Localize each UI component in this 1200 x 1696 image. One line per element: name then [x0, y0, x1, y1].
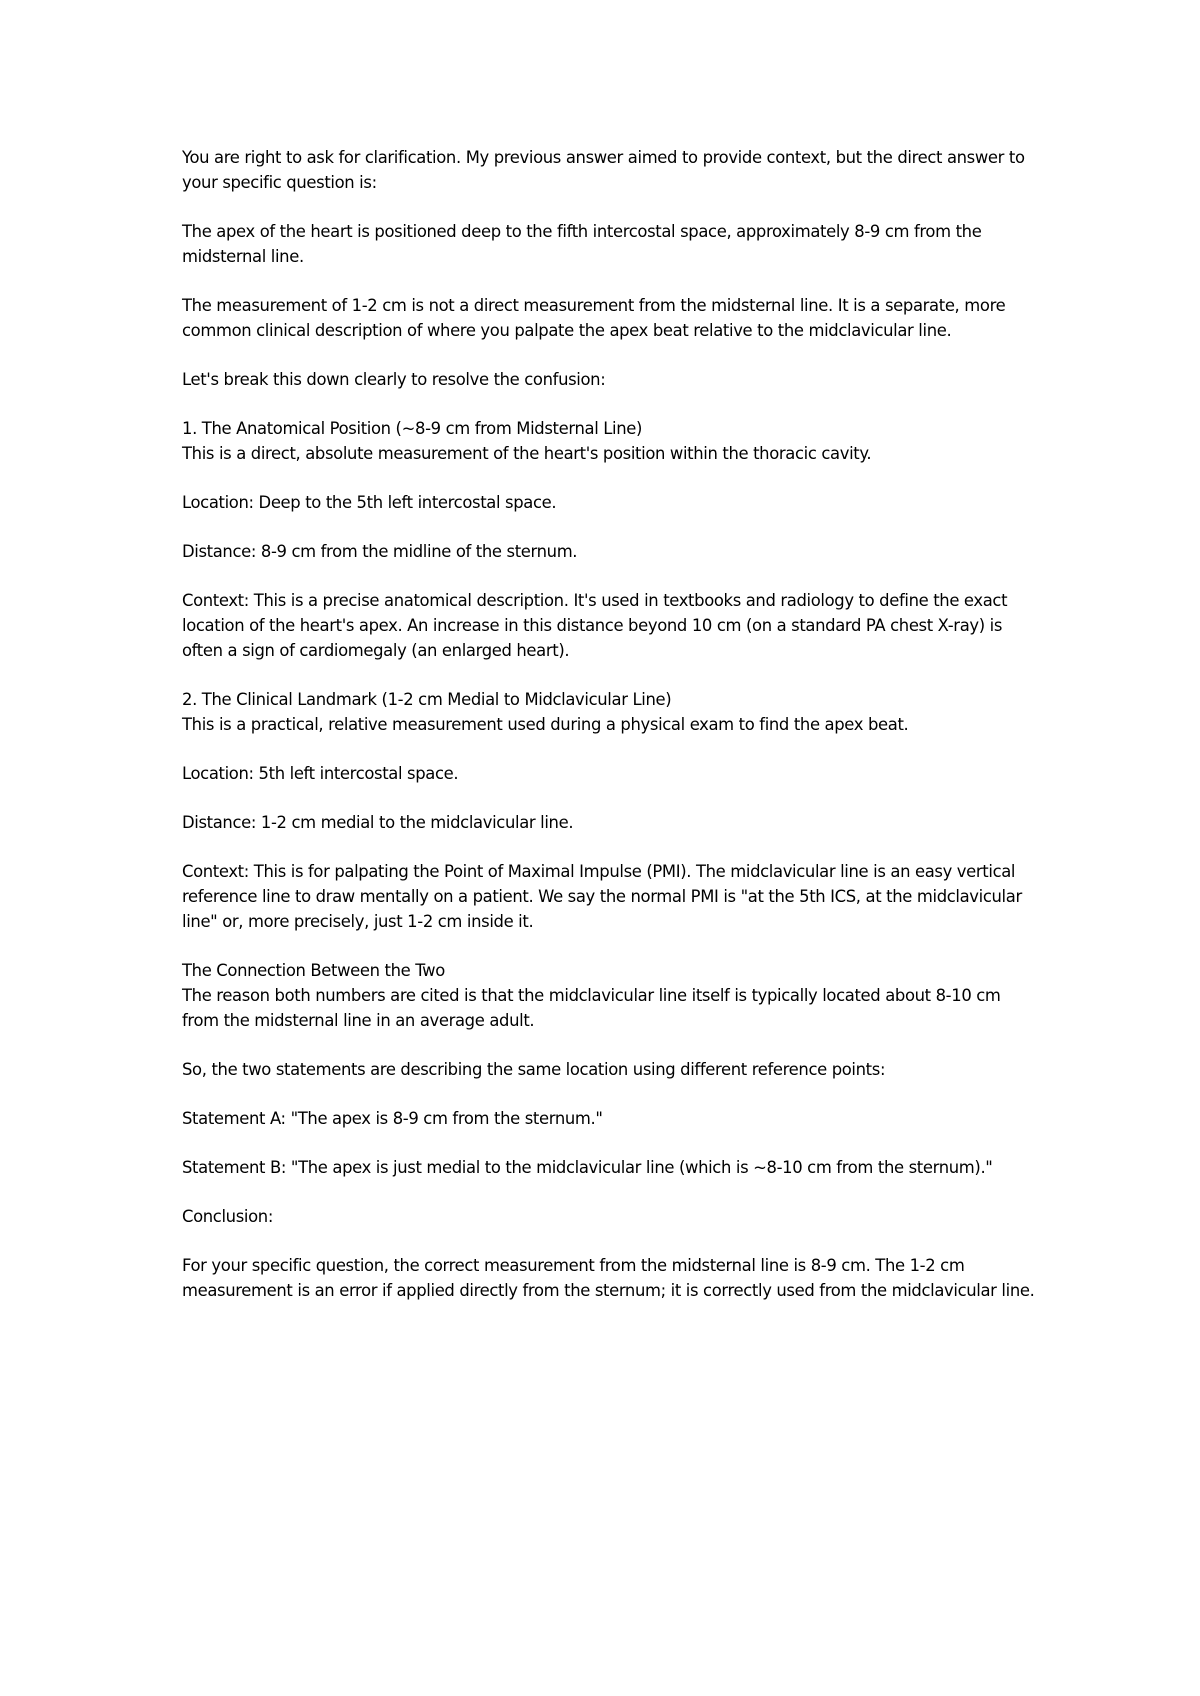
reference-points-paragraph: So, the two statements are describing the same location using different reference points: — [182, 1060, 886, 1079]
section2-intro: This is a practical, relative measurement used during a physical exam to find the apex beat. — [182, 715, 909, 734]
connection-text: The reason both numbers are cited is that the midclavicular line itself is typically located about 8-10 cm from the midsternal line in an average adult. — [182, 986, 1001, 1030]
section1-location: Location: Deep to the 5th left intercostal space. — [182, 493, 557, 512]
section1-distance: Distance: 8-9 cm from the midline of the sternum. — [182, 542, 578, 561]
section2-heading: 2. The Clinical Landmark (1-2 cm Medial to Midclavicular Line) — [182, 690, 672, 709]
clarification-paragraph: The measurement of 1-2 cm is not a direct measurement from the midsternal line. It is a separate, more common clinical description of where you palpate the apex beat relative to the midclavicular line. — [182, 296, 1006, 340]
section1-heading: 1. The Anatomical Position (~8-9 cm from Midsternal Line) — [182, 419, 643, 438]
intro-paragraph: You are right to ask for clarification. My previous answer aimed to provide context, but the direct answer to your specific question is: — [182, 148, 1025, 192]
statement-b: Statement B: "The apex is just medial to the midclavicular line (which is ~8-10 cm from the sternum)." — [182, 1158, 993, 1177]
section1-intro: This is a direct, absolute measurement of the heart's position within the thoracic cavity. — [182, 444, 872, 463]
section2-context: Context: This is for palpating the Point of Maximal Impulse (PMI). The midclavicular line is an easy vertical reference line to draw mentally on a patient. We say the normal PMI is "at the 5th ICS, at the midclavicular line" or, more precisely, just 1-2 cm inside it. — [182, 862, 1022, 931]
breakdown-intro: Let's break this down clearly to resolve the confusion: — [182, 370, 606, 389]
conclusion-heading: Conclusion: — [182, 1207, 273, 1226]
connection-heading: The Connection Between the Two — [182, 961, 445, 980]
statement-a: Statement A: "The apex is 8-9 cm from the sternum." — [182, 1109, 603, 1128]
section2-location: Location: 5th left intercostal space. — [182, 764, 459, 783]
document-body — [182, 145, 1042, 1303]
section1-context: Context: This is a precise anatomical description. It's used in textbooks and radiology to define the exact location of the heart's apex. An increase in this distance beyond 10 cm (on a standard PA chest X-ray) is often a sign of cardiomegaly (an enlarged heart). — [182, 591, 1008, 660]
answer-paragraph: The apex of the heart is positioned deep to the fifth intercostal space, approximately 8-9 cm from the midsternal line. — [182, 222, 982, 266]
section2-distance: Distance: 1-2 cm medial to the midclavicular line. — [182, 813, 574, 832]
conclusion-text: For your specific question, the correct measurement from the midsternal line is 8-9 cm. The 1-2 cm measurement is an error if applied directly from the sternum; it is correctly used from the midclavicular line. — [182, 1256, 1035, 1300]
